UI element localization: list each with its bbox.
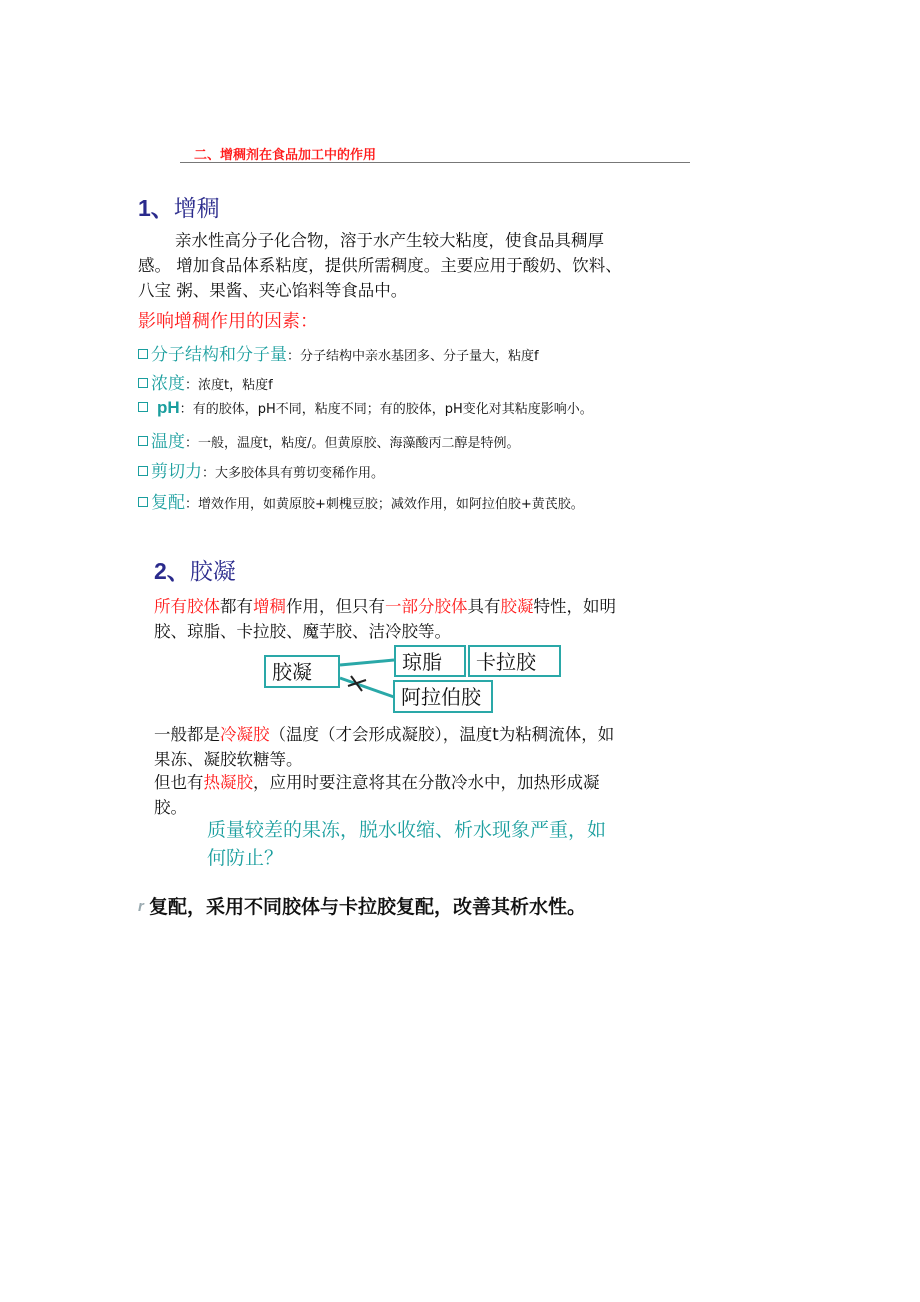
paragraph-line — [154, 594, 616, 619]
plain-text: 一般都是 — [154, 725, 220, 744]
checkbox-bullet-icon — [138, 436, 148, 446]
paragraph-line: 感。 增加食品体系粘度，提供所需稠度。主要应用于酸奶、饮料、 — [138, 256, 622, 275]
section1-title: 增稠 — [173, 195, 220, 221]
factor-desc: 一般，温度t，粘度/。但黄原胶、海藻酸丙二醇是特例。 — [198, 436, 520, 451]
diagram-node-agar: 琼脂 — [394, 645, 466, 677]
factor-separator: ： — [185, 497, 199, 512]
header-divider — [180, 162, 690, 163]
answer-text: 复配，采用不同胶体与卡拉胶复配，改善其析水性。 — [149, 896, 587, 918]
factor-separator: ： — [202, 466, 216, 481]
factor-item — [138, 340, 539, 365]
factor-separator: ： — [287, 349, 301, 364]
factors-title: 影响增稠作用的因素： — [138, 311, 318, 332]
factor-term: 温度 — [151, 432, 185, 452]
plain-text: 具有 — [467, 597, 501, 616]
section1-paragraph — [138, 228, 622, 303]
diagram-node-gelling: 胶凝 — [264, 655, 340, 688]
factor-item — [138, 369, 273, 394]
section-header: 二、增稠剂在食品加工中的作用 — [194, 148, 377, 163]
question-line: 质量较差的果冻，脱水收缩、析水现象严重，如 — [207, 819, 607, 841]
question-text — [207, 816, 606, 872]
plain-text: （温度（才会形成凝胶），温度t为粘稠流体，如 — [269, 725, 615, 744]
factor-desc: 有的胶体，pH不同，粘度不同；有的胶体，pH变化对其粘度影响小。 — [192, 402, 593, 417]
factor-desc: 增效作用，如黄原胶+刺槐豆胶；减效作用，如阿拉伯胶+黄芪胶。 — [198, 497, 584, 512]
checkbox-bullet-icon — [138, 466, 148, 476]
paragraph-line: 胶、琼脂、卡拉胶、魔芋胶、洁冷胶等。 — [154, 622, 451, 641]
plain-text: 但也有 — [154, 773, 204, 792]
paragraph-line — [154, 722, 614, 747]
factor-separator: ： — [179, 402, 193, 417]
checkbox-bullet-icon — [138, 497, 148, 507]
factor-item — [138, 457, 384, 482]
diagram-node-gum-arabic: 阿拉伯胶 — [393, 680, 493, 713]
checkbox-bullet-icon — [138, 349, 148, 359]
plain-text: 都有 — [220, 597, 253, 616]
factor-term: 分子结构和分子量 — [151, 345, 287, 365]
factor-term: 剪切力 — [151, 462, 202, 482]
paragraph-line — [154, 770, 600, 795]
factor-item — [138, 488, 584, 513]
diagram-node-carrageenan: 卡拉胶 — [468, 645, 561, 677]
checkbox-bullet-icon — [138, 402, 148, 412]
paragraph-line: 胶。 — [154, 798, 187, 817]
factor-desc: 浓度t，粘度f — [198, 378, 273, 393]
plain-text: 特性，如明 — [533, 597, 616, 616]
section2-title: 胶凝 — [189, 558, 236, 584]
highlight-text: 一部分胶体 — [385, 597, 468, 616]
factor-separator: ： — [185, 378, 199, 393]
paragraph-line: 果冻、凝胶软糖等。 — [154, 750, 303, 769]
factor-desc: 大多胶体具有剪切变稀作用。 — [215, 466, 385, 481]
cross-icon — [348, 676, 366, 691]
section2-paragraph3 — [154, 770, 600, 820]
factor-term: 复配 — [151, 493, 185, 513]
highlight-text: 增稠 — [253, 597, 286, 616]
factor-term: 浓度 — [151, 374, 185, 394]
factor-item — [138, 427, 520, 452]
factor-term: pH — [157, 398, 180, 417]
answer-bullet-icon: r — [138, 898, 144, 915]
highlight-text: 冷凝胶 — [220, 725, 270, 744]
highlight-text: 热凝胶 — [203, 773, 253, 792]
factor-item — [138, 398, 593, 418]
paragraph-line: 亲水性高分子化合物，溶于水产生较大粘度，使食品具稠厚 — [175, 231, 604, 250]
section1-heading — [138, 190, 220, 223]
section2-paragraph1 — [154, 594, 616, 644]
section2-heading — [154, 553, 236, 586]
factor-desc: 分子结构中亲水基团多、分子量大，粘度f — [300, 349, 539, 364]
checkbox-bullet-icon — [138, 378, 148, 388]
section1-number: 1、 — [138, 195, 174, 221]
plain-text: 作用，但只有 — [286, 597, 385, 616]
highlight-text: 胶凝 — [500, 597, 534, 616]
section2-paragraph2 — [154, 722, 614, 772]
factor-separator: ： — [185, 436, 199, 451]
section2-number: 2、 — [154, 558, 190, 584]
question-line: 何防止？ — [207, 847, 284, 869]
highlight-text: 所有胶体 — [154, 597, 220, 616]
plain-text: ，应用时要注意将其在分散冷水中，加热形成凝 — [253, 773, 600, 792]
paragraph-line: 八宝 粥、果酱、夹心馅料等食品中。 — [138, 281, 408, 300]
